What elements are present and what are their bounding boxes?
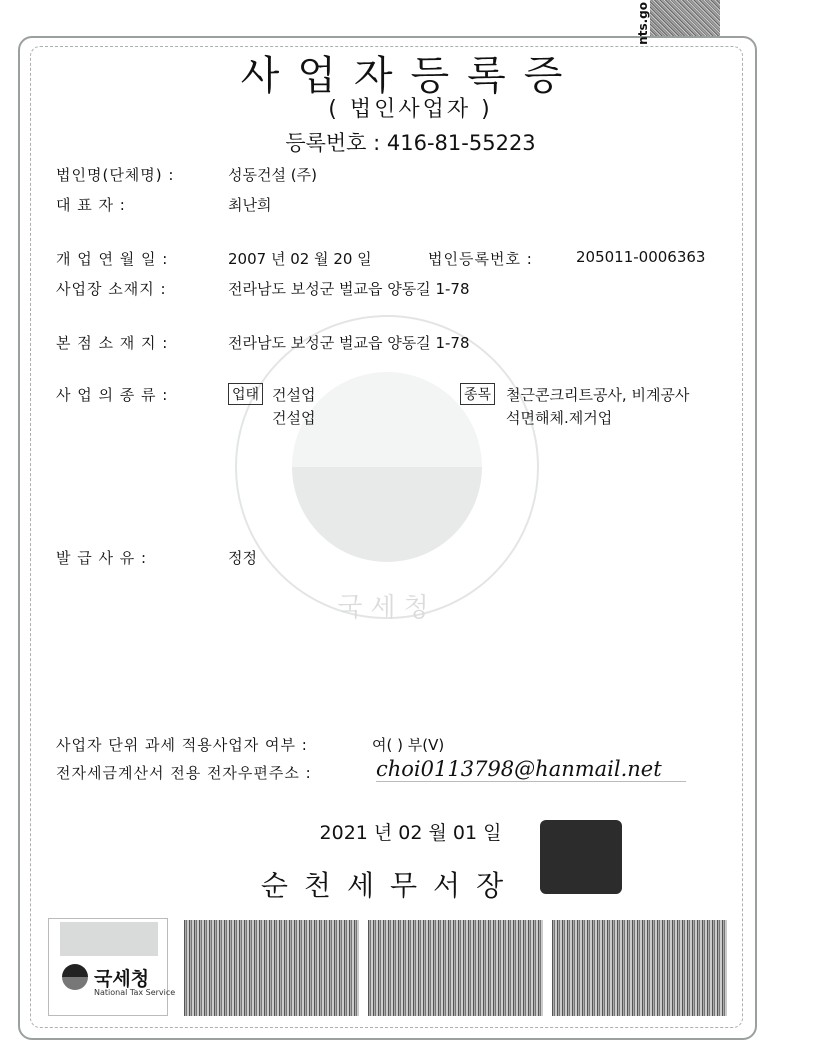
- nts-watermark: [235, 315, 539, 623]
- corp-name-value: 성동건설 (주): [228, 166, 317, 184]
- security-barcode-2: [368, 920, 543, 1016]
- security-barcode-1: [184, 920, 359, 1016]
- location-label: 사업장 소재지 :: [56, 280, 167, 298]
- taegeuk-watermark-icon: [292, 372, 482, 562]
- tax-unit-value: 여( ) 부(V): [372, 736, 445, 754]
- biz-type-label: 사 업 의 종 류 :: [56, 386, 169, 404]
- item-value-2: 석면해체.제거업: [506, 409, 613, 427]
- representative-label: 대 표 자 :: [56, 196, 126, 214]
- email-label: 전자세금계산서 전용 전자우편주소 :: [56, 764, 312, 782]
- watermark-text: 국세청: [337, 593, 437, 623]
- open-date-value: 2007 년 02 월 20 일: [228, 250, 372, 268]
- representative-value: 최난희: [228, 196, 272, 214]
- nts-logo-text: 국세청: [94, 968, 150, 990]
- corp-reg-value: 205011-0006363: [576, 248, 706, 266]
- issue-reason-label: 발 급 사 유 :: [56, 549, 148, 567]
- top-barcode: [650, 0, 720, 36]
- tax-office-name: 순천세무서장: [260, 869, 520, 902]
- logo-watermark: [60, 922, 158, 956]
- document-title: 사업자등록증: [240, 53, 581, 99]
- tax-unit-label: 사업자 단위 과세 적용사업자 여부 :: [56, 736, 308, 754]
- location-value: 전라남도 보성군 벌교읍 양동길 1-78: [228, 280, 470, 298]
- email-value: choi0113798@hanmail.net: [376, 757, 686, 782]
- issue-date: 2021 년 02 월 01 일: [319, 822, 502, 844]
- official-seal: [540, 820, 622, 894]
- nts-logo-subtext: National Tax Service: [94, 988, 176, 997]
- corp-reg-label: 법인등록번호 :: [428, 250, 533, 268]
- registration-number: 등록번호 : 416-81-55223: [285, 131, 536, 155]
- category-value-2: 건설업: [272, 409, 316, 427]
- document-subtitle: ( 법인사업자 ): [328, 97, 493, 122]
- category-box: 업태: [228, 383, 263, 405]
- category-value-1: 건설업: [272, 386, 316, 404]
- open-date-label: 개 업 연 월 일 :: [56, 250, 169, 268]
- corp-name-label: 법인명(단체명) :: [56, 166, 175, 184]
- security-barcode-3: [552, 920, 727, 1016]
- nts-label: nts.go: [636, 2, 650, 45]
- item-value-1: 철근콘크리트공사, 비계공사: [506, 386, 690, 404]
- hq-value: 전라남도 보성군 벌교읍 양동길 1-78: [228, 334, 470, 352]
- issue-reason-value: 정정: [228, 549, 257, 567]
- hq-label: 본 점 소 재 지 :: [56, 334, 169, 352]
- taegeuk-logo-icon: [62, 964, 88, 990]
- item-box: 종목: [460, 383, 495, 405]
